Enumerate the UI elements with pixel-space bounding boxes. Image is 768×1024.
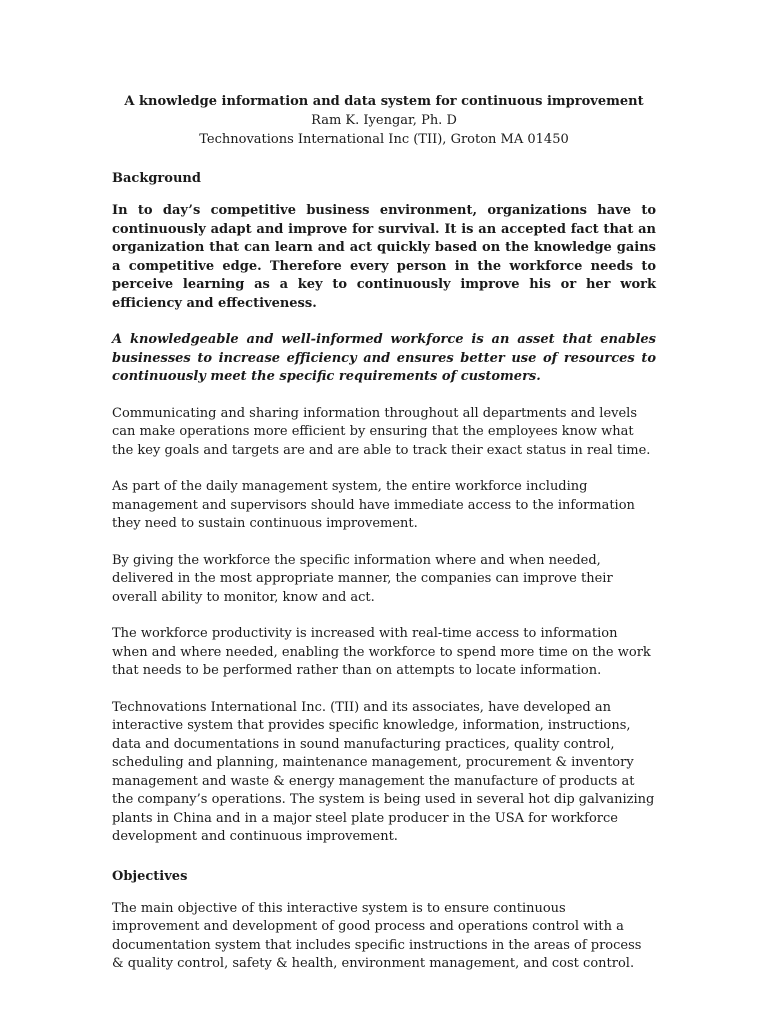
productivity-paragraph: The workforce productivity is increased with real-time access to information when and where needed, enabling the workforce to spend more time on the work that needs to be performed rather than on attempts to locate information. <box>112 626 651 678</box>
daily-management-paragraph: As part of the daily management system, the entire workforce including management and supervisors should have immediate access to the information they need to sustain continuous improvement. <box>112 479 635 531</box>
author-line: Ram K. Iyengar, Ph. D <box>311 113 457 128</box>
background-intro-paragraph: In to day’s competitive business environment, organizations have to continuously adapt and improve for survival. It is an accepted fact that an organization that can learn and act quickly based on the knowledge gains a competitive edge. Therefore every person in the workforce needs to perceive learning as a key to continuously improve his or her work efficiency and effectiveness. <box>112 203 656 311</box>
specific-information-paragraph: By giving the workforce the specific information where and when needed, delivered in the most appropriate manner, the companies can improve their overall ability to monitor, know and act. <box>112 552 613 605</box>
document-title: A knowledge information and data system for continuous improvement <box>124 94 644 109</box>
affiliation-line: Technovations International Inc (TII), Groton MA 01450 <box>199 132 569 147</box>
objectives-heading: Objectives <box>112 868 188 884</box>
communicating-paragraph: Communicating and sharing information throughout all departments and levels can make operations more efficient by ensuring that the employees know what the key goals and targets are and are able to track their exact status in real time. <box>112 405 651 458</box>
background-emphasis-paragraph: A knowledgeable and well-informed workforce is an asset that enables businesses to increase efficiency and ensures better use of resources to continuously meet the specific requirements of customers. <box>112 332 656 384</box>
objectives-paragraph: The main objective of this interactive system is to ensure continuous improvement and development of good process and operations control with a documentation system that includes specific instructions in the areas of process & quality control, safety & health, environment management, and cost control. <box>112 900 642 971</box>
background-heading: Background <box>112 171 201 186</box>
document-header <box>112 92 656 149</box>
tii-system-paragraph: Technovations International Inc. (TII) and its associates, have developed an interactive system that provides specific knowledge, information, instructions, data and documentations in sound manufacturing practices, quality control, scheduling and planning, maintenance management, procurement & inventory management and waste & energy management the manufacture of products at the company’s operations. The system is being used in several hot dip galvanizing plants in China and in a major steel plate producer in the USA for workforce development and continuous improvement. <box>112 699 655 844</box>
